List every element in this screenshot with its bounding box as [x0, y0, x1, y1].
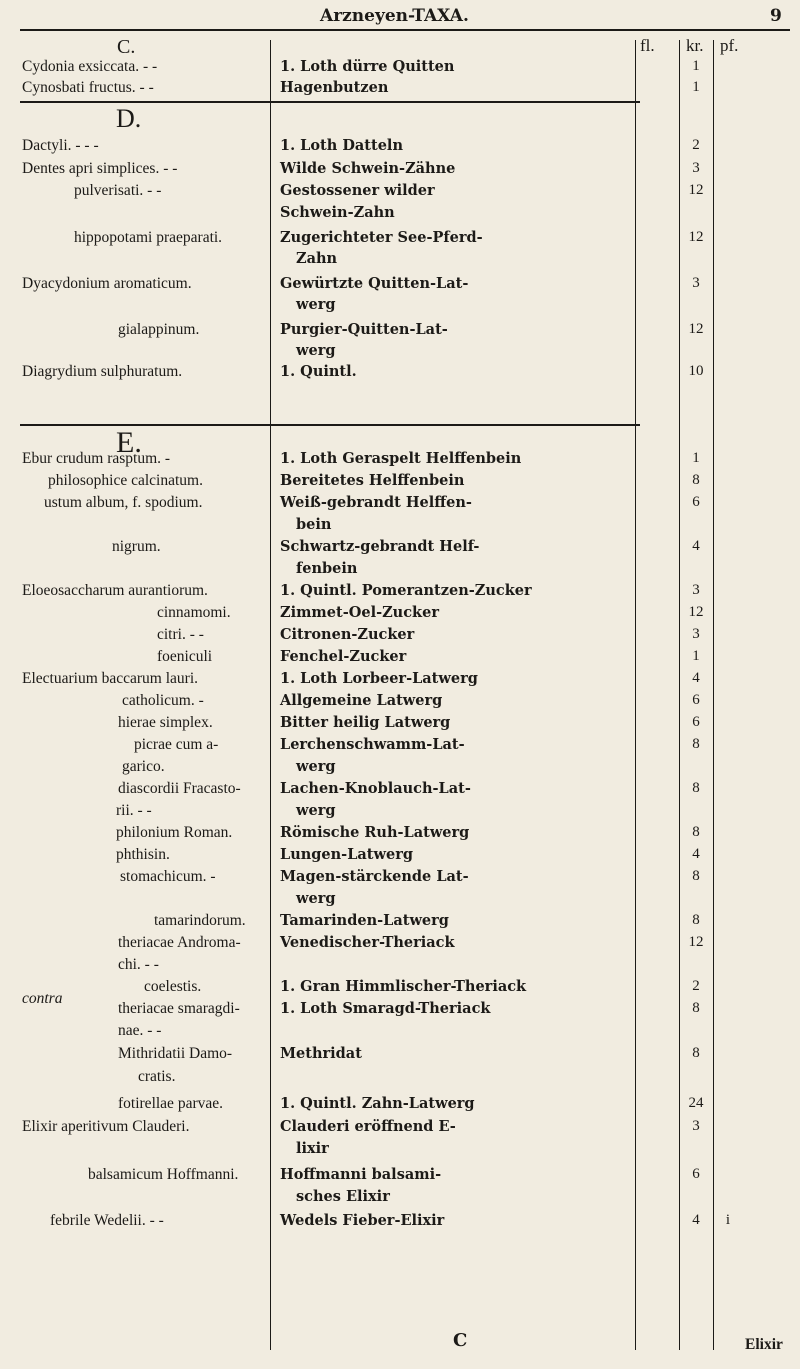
latin-name: hippopotami praeparati. — [74, 229, 223, 246]
german-name: bein — [296, 516, 332, 533]
german-name: Weiß-gebrandt Helffen- — [280, 494, 472, 511]
latin-name: ustum album, f. spodium. — [44, 494, 203, 511]
kreuzer-value: 8 — [692, 912, 700, 928]
kreuzer-value: 12 — [688, 229, 704, 245]
german-name: werg — [296, 890, 336, 907]
latin-name: diascordii Fracasto- — [118, 780, 241, 797]
german-name: Allgemeine Latwerg — [280, 692, 443, 709]
kreuzer-value: 12 — [688, 321, 704, 337]
latin-name: febrile Wedelii. - - — [50, 1212, 164, 1229]
german-name: Lerchenschwamm-Lat- — [280, 736, 465, 753]
latin-name: theriacae Androma- — [118, 934, 241, 951]
german-name: 1. Loth dürre Quitten — [280, 58, 455, 75]
kreuzer-value: 8 — [692, 1045, 700, 1061]
latin-name: Dyacydonium aromaticum. — [22, 275, 192, 292]
page-number: 9 — [770, 6, 782, 26]
german-name: 1. Quintl. Zahn-Latwerg — [280, 1095, 475, 1112]
latin-name: Dactyli. - - - — [22, 137, 99, 154]
section-rule-c — [20, 101, 640, 103]
kreuzer-value: 3 — [692, 582, 700, 598]
german-name: Clauderi eröffnend E- — [280, 1118, 456, 1135]
german-name: Purgier-Quitten-Lat- — [280, 321, 448, 338]
latin-name: Elixir aperitivum Clauderi. — [22, 1118, 190, 1135]
german-name: Venedischer-Theriack — [280, 934, 455, 951]
kreuzer-value: 4 — [692, 538, 700, 554]
kreuzer-value: 8 — [692, 1000, 700, 1016]
german-name: 1. Loth Datteln — [280, 137, 403, 154]
german-name: 1. Loth Smaragd-Theriack — [280, 1000, 491, 1017]
kreuzer-value: 6 — [692, 692, 700, 708]
german-name: Gewürtzte Quitten-Lat- — [280, 275, 469, 292]
latin-name: Mithridatii Damo- — [118, 1045, 233, 1062]
latin-name: cratis. — [138, 1068, 176, 1085]
latin-name: cinnamomi. — [157, 604, 231, 621]
latin-name: Dentes apri simplices. - - — [22, 160, 178, 177]
latin-name: gialappinum. — [118, 321, 200, 338]
column-rule-fl — [679, 40, 680, 1350]
german-name: Citronen-Zucker — [280, 626, 415, 643]
german-name: Magen-stärckende Lat- — [280, 868, 469, 885]
kreuzer-value: 3 — [692, 1118, 700, 1134]
running-head: Arzneyen-TAXA. — [320, 6, 469, 26]
section-rule-d — [20, 424, 640, 426]
kr-heading: kr. — [686, 36, 704, 55]
german-name: Zugerichteter See-Pferd- — [280, 229, 483, 246]
section-letter-e: E. — [116, 426, 142, 459]
kreuzer-value: 1 — [692, 79, 700, 95]
kreuzer-value: 8 — [692, 824, 700, 840]
latin-name: philonium Roman. — [116, 824, 233, 841]
german-name: Fenchel-Zucker — [280, 648, 407, 665]
german-name: Wilde Schwein-Zähne — [280, 160, 456, 177]
kreuzer-value: 1 — [692, 450, 700, 466]
german-name: sches Elixir — [296, 1188, 390, 1205]
german-name: Schwartz-gebrandt Helf- — [280, 538, 480, 555]
section-letter-d: D. — [116, 104, 142, 133]
header-rule — [20, 29, 790, 31]
fl-heading: fl. — [640, 36, 655, 55]
kreuzer-value: 12 — [688, 604, 704, 620]
kreuzer-value: 2 — [692, 978, 700, 994]
german-name: 1. Loth Lorbeer-Latwerg — [280, 670, 478, 687]
latin-name: Eloeosaccharum aurantiorum. — [22, 582, 208, 599]
latin-name: chi. - - — [118, 956, 159, 973]
german-name: Bereitetes Helffenbein — [280, 472, 465, 489]
kreuzer-value: 3 — [692, 160, 700, 176]
german-name: Lungen-Latwerg — [280, 846, 413, 863]
latin-name: Cydonia exsiccata. - - — [22, 58, 158, 75]
latin-name: Electuarium baccarum lauri. — [22, 670, 199, 687]
column-rule-kr — [713, 40, 714, 1350]
column-rule-latin — [270, 40, 271, 1350]
kreuzer-value: 8 — [692, 736, 700, 752]
german-name: 1. Loth Geraspelt Helffenbein — [280, 450, 522, 467]
german-name: werg — [296, 296, 336, 313]
latin-name: tamarindorum. — [154, 912, 246, 929]
latin-name: citri. - - — [157, 626, 204, 643]
german-name: fenbein — [296, 560, 358, 577]
german-name: Tamarinden-Latwerg — [280, 912, 449, 929]
german-name: lixir — [296, 1140, 329, 1157]
latin-name: coelestis. — [144, 978, 202, 995]
german-name: Zahn — [296, 250, 338, 267]
german-name: Zimmet-Oel-Zucker — [280, 604, 439, 621]
pfennig-value: i — [725, 1212, 731, 1228]
kreuzer-value: 12 — [688, 182, 704, 198]
kreuzer-value: 1 — [692, 58, 700, 74]
kreuzer-value: 4 — [692, 670, 700, 686]
kreuzer-value: 3 — [692, 275, 700, 291]
kreuzer-value: 8 — [692, 868, 700, 884]
latin-name: hierae simplex. — [118, 714, 213, 731]
german-name: Römische Ruh-Latwerg — [280, 824, 470, 841]
latin-name: garico. — [122, 758, 165, 775]
signature-mark: C — [453, 1330, 468, 1351]
latin-name: Diagrydium sulphuratum. — [22, 363, 183, 380]
german-name: Methridat — [280, 1045, 362, 1062]
latin-name: fotirellae parvae. — [118, 1095, 223, 1112]
kreuzer-value: 6 — [692, 1166, 700, 1182]
german-name: 1. Quintl. — [280, 363, 357, 380]
german-name: Wedels Fieber-Elixir — [280, 1212, 445, 1229]
german-name: Hoffmanni balsami- — [280, 1166, 442, 1183]
kreuzer-value: 12 — [688, 934, 704, 950]
latin-name: picrae cum a- — [134, 736, 219, 753]
latin-name: nae. - - — [118, 1022, 162, 1039]
kreuzer-value: 6 — [692, 494, 700, 510]
catchword: Elixir — [745, 1336, 783, 1353]
german-name: werg — [296, 758, 336, 775]
section-letter-c: C. — [117, 36, 136, 58]
contra-label: contra — [22, 990, 63, 1007]
kreuzer-value: 10 — [688, 363, 704, 379]
german-name: werg — [296, 342, 336, 359]
kreuzer-value: 3 — [692, 626, 700, 642]
kreuzer-value: 8 — [692, 472, 700, 488]
latin-name: Ebur crudum rasptum. - — [22, 450, 171, 467]
latin-name: Cynosbati fructus. - - — [22, 79, 154, 96]
german-name: werg — [296, 802, 336, 819]
latin-name: theriacae smaragdi- — [118, 1000, 240, 1017]
kreuzer-value: 24 — [688, 1095, 704, 1111]
german-name: Gestossener wilder — [280, 182, 435, 199]
latin-name: balsamicum Hoffmanni. — [88, 1166, 239, 1183]
latin-name: rii. - - — [116, 802, 152, 819]
german-name: Bitter heilig Latwerg — [280, 714, 451, 731]
kreuzer-value: 4 — [692, 846, 700, 862]
latin-name: catholicum. - — [122, 692, 204, 709]
latin-name: philosophice calcinatum. — [48, 472, 203, 489]
german-name: Hagenbutzen — [280, 79, 389, 96]
latin-name: nigrum. — [112, 538, 161, 555]
kreuzer-value: 1 — [692, 648, 700, 664]
latin-name: phthisin. — [116, 846, 170, 863]
pf-heading: pf. — [720, 36, 739, 55]
german-name: Schwein-Zahn — [280, 204, 395, 221]
german-name: Lachen-Knoblauch-Lat- — [280, 780, 471, 797]
kreuzer-value: 2 — [692, 137, 700, 153]
german-name: 1. Gran Himmlischer-Theriack — [280, 978, 527, 995]
latin-name: foeniculi — [157, 648, 213, 665]
german-name: 1. Quintl. Pomerantzen-Zucker — [280, 582, 532, 599]
kreuzer-value: 4 — [692, 1212, 700, 1228]
column-rule-german — [635, 40, 636, 1350]
latin-name: stomachicum. - — [120, 868, 216, 885]
latin-name: pulverisati. - - — [74, 182, 162, 199]
kreuzer-value: 8 — [692, 780, 700, 796]
kreuzer-value: 6 — [692, 714, 700, 730]
